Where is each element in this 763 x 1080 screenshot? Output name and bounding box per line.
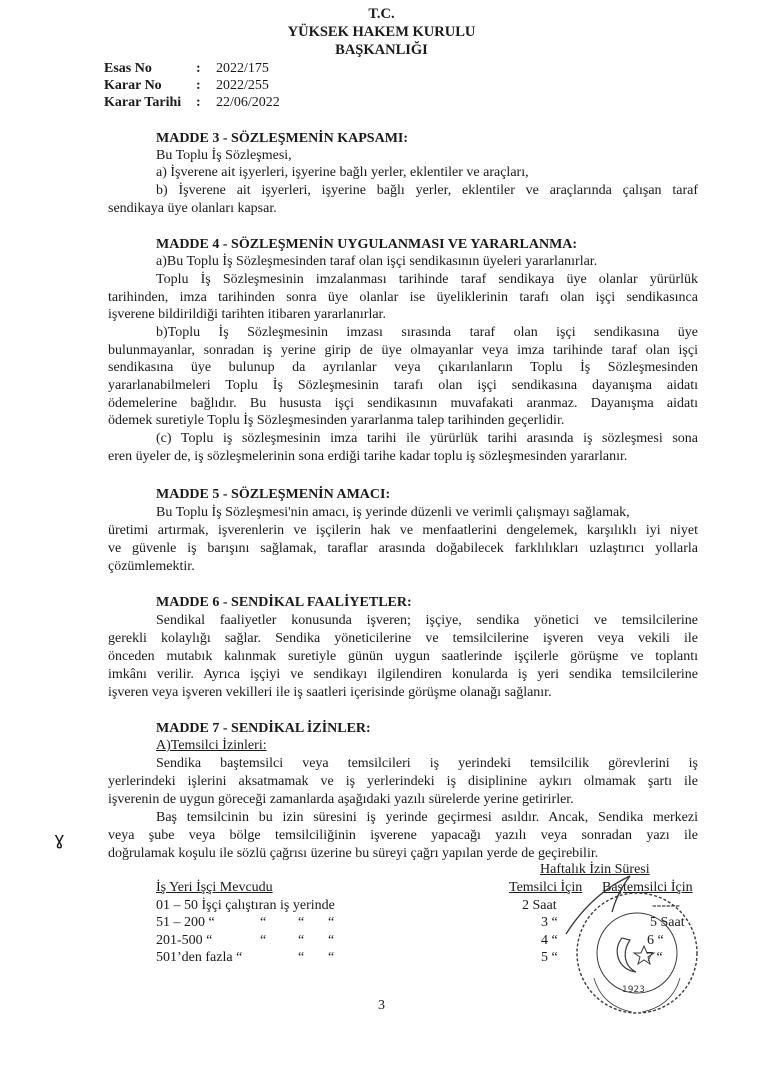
madde6-line: önceden mutabık kalınmak suretiyle günün uygun saatlerinde işçilerle görüşme ve toplantı: [108, 649, 698, 664]
table-row-2-count: 51 – 200 “: [156, 915, 215, 930]
table-row-4-bastemsilci: 7 “: [646, 950, 663, 965]
madde4-line: ödemek suretiyle Toplu İş Sözleşmesinden yararlanma talep tarihinden geçerlidir.: [108, 413, 565, 428]
table-col3-header: Baştemsilci İçin: [602, 880, 693, 895]
meta-label: Karar No: [104, 78, 162, 93]
table-ditto: “: [298, 950, 305, 965]
madde7-line: yerlerindeki işlerini aksatmamak ve iş yerlerindeki iş disiplinine aykırı olmamak şartı ile: [108, 774, 698, 789]
header-presidency: BAŞKANLIĞI: [335, 42, 428, 58]
table-row-4-temsilci: 5 “: [541, 950, 558, 965]
meta-value: 2022/255: [216, 78, 269, 93]
table-ditto: “: [298, 915, 305, 930]
meta-colon: :: [196, 61, 201, 76]
madde4-line: eren üyeler de, iş sözleşmelerinin sona erdiği tarihe kadar toplu iş sözleşmesinden yararlanır.: [108, 449, 628, 464]
madde4-line: a)Bu Toplu İş Sözleşmesinden taraf olan işçi sendikasının üyeleri yararlanırlar.: [156, 254, 598, 269]
table-ditto: “: [260, 933, 267, 948]
madde7-line: veya şube veya bölge temsilciliğinin işverene yapacağı yazılı veya sonradan yazı ile: [108, 828, 698, 843]
table-row-3-count: 201-500 “: [156, 933, 213, 948]
madde7-line: doğrulamak koşulu ile sözlü çağrısı üzerine bu süreyi çağrı yapılan yerde de geçirebilir.: [108, 846, 599, 861]
madde3-line: sendikaya üye olanları kapsar.: [108, 201, 277, 216]
meta-label: Esas No: [104, 61, 152, 76]
meta-karar-tarihi: [104, 94, 280, 111]
madde6-line: gerekli kolaylığı sağlar. Sendika yöneticilerine ve temsilcilerine işveren veya vekili ile: [108, 631, 698, 646]
table-weekly-header: Haftalık İzin Süresi: [540, 862, 650, 877]
meta-esas-no: [104, 60, 269, 77]
madde6-line: imkânı verilir. Ayrıca işçiyi ve sendikayı ilgilendiren konularda iş yeri sendika temsilcilerine: [108, 667, 698, 682]
madde4-line: b)Toplu İş Sözleşmesinin imzası sırasında taraf olan işçi sendikasına üye: [156, 325, 698, 340]
madde4-line: işverene bildirildiği tarihten itibaren yararlanırlar.: [108, 307, 386, 322]
madde5-line: Bu Toplu İş Sözleşmesi'nin amacı, iş yerinde düzenli ve verimli çalışmayı sağlamak,: [156, 505, 630, 520]
madde4-line: yararlanabilmeleri Toplu İş Sözleşmesinin tarafı olan işçi sendikasına dayanışma aidatı: [108, 378, 698, 393]
madde5-title: MADDE 5 - SÖZLEŞMENİN AMACI:: [156, 487, 391, 502]
table-row-2-bastemsilci: 5 Saat: [650, 915, 685, 930]
meta-colon: :: [196, 78, 201, 93]
table-row-2-temsilci: 3 “: [541, 915, 558, 930]
madde4-line: bulunmayanlar, sonradan iş yerine girip de üye olmayanlar veya imza tarihinde taraf olan işçi: [108, 343, 698, 358]
madde6-title: MADDE 6 - SENDİKAL FAALİYETLER:: [156, 595, 412, 610]
margin-mark-icon: ɣ: [54, 829, 65, 850]
stamp-year: 1923: [622, 985, 645, 995]
madde5-line: ve güvenle iş barışını sağlamak, taraflar arasında doğabilecek farklılıkları uzlaştırıcı yollarla: [108, 541, 698, 556]
madde3-line: b) İşverene ait işyerleri, işyerine bağlı yerler, eklentiler ve araçlarında çalışan taraf: [156, 183, 698, 198]
madde6-line: Sendikal faaliyetler konusunda işveren; işçiye, sendika yönetici ve temsilcilerine: [156, 613, 698, 628]
table-row-3-bastemsilci: 6 “: [647, 933, 664, 948]
meta-colon: :: [196, 95, 201, 110]
madde7-line: işverenin de uygun göreceği zamanlarda aşağıdaki yazılı sürelerde yerine getirirler.: [108, 792, 574, 807]
table-ditto: “: [328, 933, 335, 948]
table-ditto: “: [298, 933, 305, 948]
table-row-1-count: 01 – 50 İşçi çalıştıran iş yerinde: [156, 898, 335, 913]
table-row-3-temsilci: 4 “: [541, 933, 558, 948]
madde4-line: ödemelerine bağlıdır. Bu hususta işçi sendikasının muvafakati aranmaz. Dayanışma aidatı: [108, 396, 698, 411]
madde7-line: Baş temsilcinin bu izin süresini iş yerinde geçirmesi asıldır. Ancak, Sendika merkezi: [156, 810, 698, 825]
table-row-1-temsilci: 2 Saat: [522, 898, 557, 913]
header-tc: T.C.: [368, 6, 395, 22]
table-col2-header: Temsilci İçin: [509, 880, 583, 895]
madde5-line: üretimi artırmak, işverenlerin ve işçilerin hak ve menfaatlerini dengelemek, karşılıklı iyi niyet: [108, 523, 698, 538]
madde7-line: Sendika baştemsilci veya temsilcileri iş yerindeki temsilcilik görevlerini iş: [156, 756, 698, 771]
madde4-title: MADDE 4 - SÖZLEŞMENİN UYGULANMASI VE YARARLANMA:: [156, 237, 578, 252]
madde7-subheading: A)Temsilci İzinleri:: [156, 738, 267, 753]
madde4-line: (c) Toplu iş sözleşmesinin imza tarihi ile yürürlük tarihi arasında iş sözleşmesi sona: [156, 431, 698, 446]
madde4-line: tarihinden, imza tarihinden sonra üye olanlar ise üyeliklerinin tarafı olan işçi sendikasınca: [108, 290, 698, 305]
table-ditto: “: [328, 915, 335, 930]
madde3-title: MADDE 3 - SÖZLEŞMENİN KAPSAMI:: [156, 131, 409, 146]
meta-value: 22/06/2022: [216, 95, 280, 110]
madde6-line: işveren veya işveren vekilleri ile iş saatleri içerisinde görüşme olanağı sağlanır.: [108, 685, 552, 700]
madde7-title: MADDE 7 - SENDİKAL İZİNLER:: [156, 721, 371, 736]
table-row-1-bastemsilci: ------: [652, 898, 680, 913]
madde3-line: Bu Toplu İş Sözleşmesi,: [156, 148, 292, 163]
madde3-line: a) İşverene ait işyerleri, işyerine bağlı yerler, eklentiler ve araçları,: [156, 165, 529, 180]
header-institution: YÜKSEK HAKEM KURULU: [287, 24, 476, 40]
madde4-line: Toplu İş Sözleşmesinin imzalanması tarihinde taraf sendikaya üye olanlar yürürlük: [156, 272, 698, 287]
table-row-4-count: 501’den fazla “: [156, 950, 243, 965]
madde4-line: sendikasına üye bulunup da ayrılanlar veya çıkarılanların Toplu İş Sözleşmesinden: [108, 360, 698, 375]
meta-karar-no: [104, 77, 269, 94]
table-ditto: “: [328, 950, 335, 965]
page-number: 3: [378, 998, 385, 1013]
meta-label: Karar Tarihi: [104, 95, 182, 110]
madde5-line: çözümlemektir.: [108, 559, 195, 574]
table-ditto: “: [260, 915, 267, 930]
meta-value: 2022/175: [216, 61, 269, 76]
table-col1-header: İş Yeri İşçi Mevcudu: [156, 880, 273, 895]
